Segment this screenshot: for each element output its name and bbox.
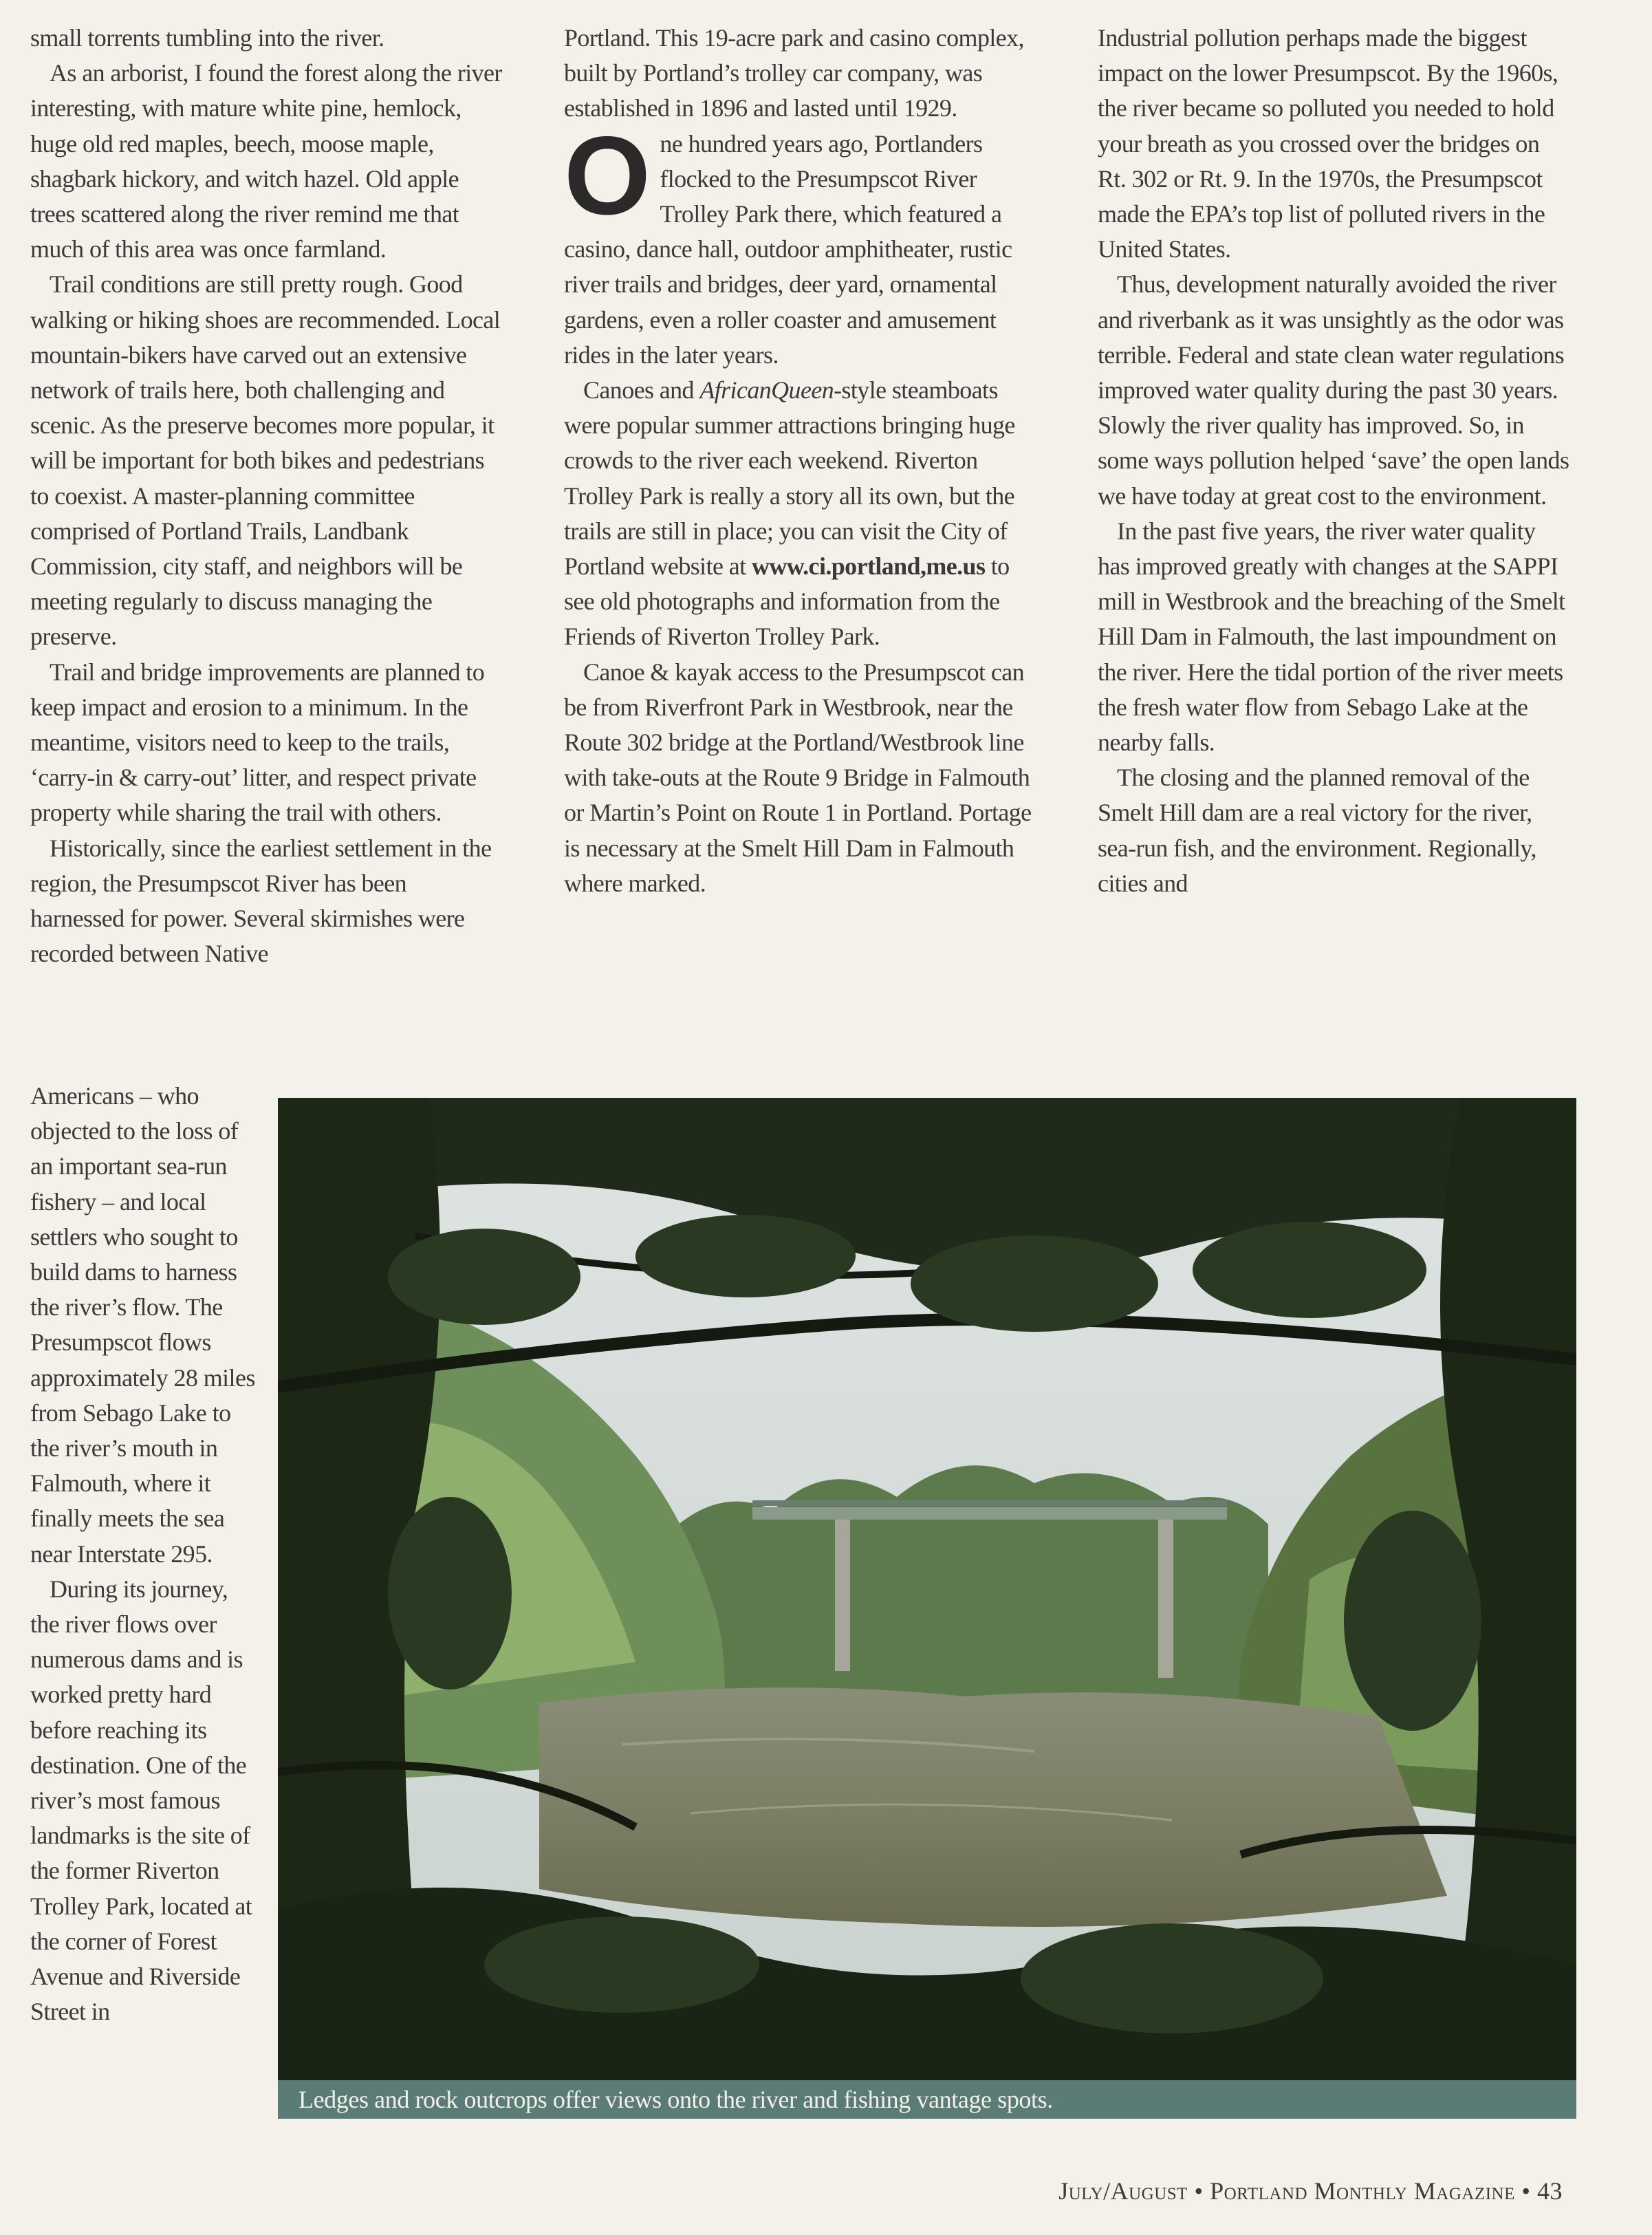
bridge-deck [752, 1507, 1227, 1520]
paragraph: In the past five years, the river water quality has improved greatly with changes at the SAPPI mill in Westbrook and the breaching of the Smelt Hill Dam in Falmouth, the last impoundment on the river. Here the tidal portion of the river meets the fresh water flow from Sebago Lake at the nearby falls. [1098, 517, 1565, 757]
paragraph-text: -style steamboats were popular summer attractions bringing huge crowds to the river each weekend. Riverton Trolley Park is really a story all its own, but the trails are still in place; you can visit the City of Portland website at [564, 376, 1015, 581]
bridge-railing [752, 1500, 1227, 1506]
drop-cap: O [564, 113, 651, 238]
separator-bullet: • [1194, 2177, 1204, 2205]
paragraph-text: ne hundred years ago, Portlanders flocked to the Presumpscot River Trolley Park there, which featured a casino, dance hall, outdoor amphitheater, rustic river trails and bridges, deer yard, ornamental gardens, even a roller coaster and amusement rides in the later years. [564, 129, 1012, 369]
magazine-name: Portland Monthly Magazine [1210, 2177, 1515, 2205]
paragraph: The closing and the planned removal of the Smelt Hill dam are a real victory for the river, sea-run fish, and the environment. Regionally, cities and [1098, 764, 1536, 897]
paragraph-with-dropcap [564, 113, 1039, 373]
photo-caption: Ledges and rock outcrops offer views onto the river and fishing vantage spots. [278, 2080, 1576, 2119]
paragraph: Thus, development naturally avoided the river and riverbank as it was unsightly as the odor was terrible. Federal and state clean water regulations improved water quality during the past 30 years. Slowly the river quality has improved. So, in some ways pollution helped ‘save’ the open lands we have today at great cost to the environment. [1098, 270, 1569, 510]
bridge-pillar [1158, 1520, 1173, 1678]
paragraph [564, 373, 1039, 655]
paragraph: During its journey, the river flows over numerous dams and is worked pretty hard before reaching its destination. One of the river’s most famous landmarks is the site of the former Riverton Trolley Park, located at the corner of Forest Avenue and Riverside Street in [30, 1575, 252, 2026]
paragraph: small torrents tumbling into the river. [30, 24, 384, 52]
paragraph: Canoe & kayak access to the Presumpscot can be from Riverfront Park in Westbrook, near the Route 302 bridge at the Portland/Westbrook line with take-outs at the Route 9 Bridge in Falmouth or Martin’s Point on Route 1 in Portland. Portage is necessary at the Smelt Hill Dam in Falmouth where marked. [564, 658, 1032, 897]
article-column-2 [564, 21, 1039, 901]
paragraph: Trail conditions are still pretty rough. Good walking or hiking shoes are recommended. Local mountain-bikers have carved out an extensive network of trails here, both challenging and scenic. As the preserve becomes more popular, it will be important for both bikes and pedestrians to coexist. A master-planning committee comprised of Portland Trails, Landbank Commission, city staff, and neighbors will be meeting regularly to discuss managing the preserve. [30, 270, 501, 651]
bridge-pillar [835, 1520, 850, 1671]
paragraph: Historically, since the earliest settlement in the region, the Presumpscot River has been harnessed for power. Several skirmishes were recorded between Native [30, 834, 492, 968]
paragraph: As an arborist, I found the forest along the river interesting, with mature white pine, hemlock, huge old red maples, beech, moose maple, shagbark hickory, and witch hazel. Old apple trees scattered along the river remind me that much of this area was once farmland. [30, 59, 502, 263]
article-column-1-continued [30, 1079, 261, 2029]
river-photo [278, 1098, 1576, 2080]
italic-title: AfricanQueen [699, 376, 834, 404]
page-folio [1058, 2177, 1563, 2205]
separator-bullet: • [1521, 2177, 1531, 2205]
paragraph: Portland. This 19-acre park and casino complex, built by Portland’s trolley car company, was established in 1896 and lasted until 1929. [564, 24, 1024, 122]
article-column-1 [30, 21, 505, 971]
article-column-3 [1098, 21, 1572, 901]
paragraph-text: to see old photographs and information from the Friends of Riverton Trolley Park. [564, 552, 1010, 651]
paragraph: Industrial pollution perhaps made the biggest impact on the lower Presumpscot. By the 1960s, the river became so polluted you needed to hold your breath as you crossed over the bridges on Rt. 302 or Rt. 9. In the 1970s, the Presumpscot made the EPA’s top list of polluted rivers in the United States. [1098, 24, 1558, 263]
page-number: 43 [1537, 2177, 1563, 2205]
paragraph: Americans – who objected to the loss of an important sea-run fishery – and local settlers who sought to build dams to harness the river’s flow. The Presumpscot flows approximately 28 miles from Sebago Lake to the river’s mouth in Falmouth, where it finally meets the sea near Interstate 295. [30, 1082, 255, 1568]
issue-date: July/August [1058, 2177, 1188, 2205]
website-url: www.ci.portland,me.us [751, 552, 986, 581]
paragraph: Trail and bridge improvements are planned to keep impact and erosion to a minimum. In the meantime, visitors need to keep to the trails, ‘carry-in & carry-out’ litter, and respect private property while sharing the trail with others. [30, 658, 485, 827]
river-photo-illustration [278, 1098, 1576, 2080]
paragraph-text: Canoes and [583, 376, 700, 404]
